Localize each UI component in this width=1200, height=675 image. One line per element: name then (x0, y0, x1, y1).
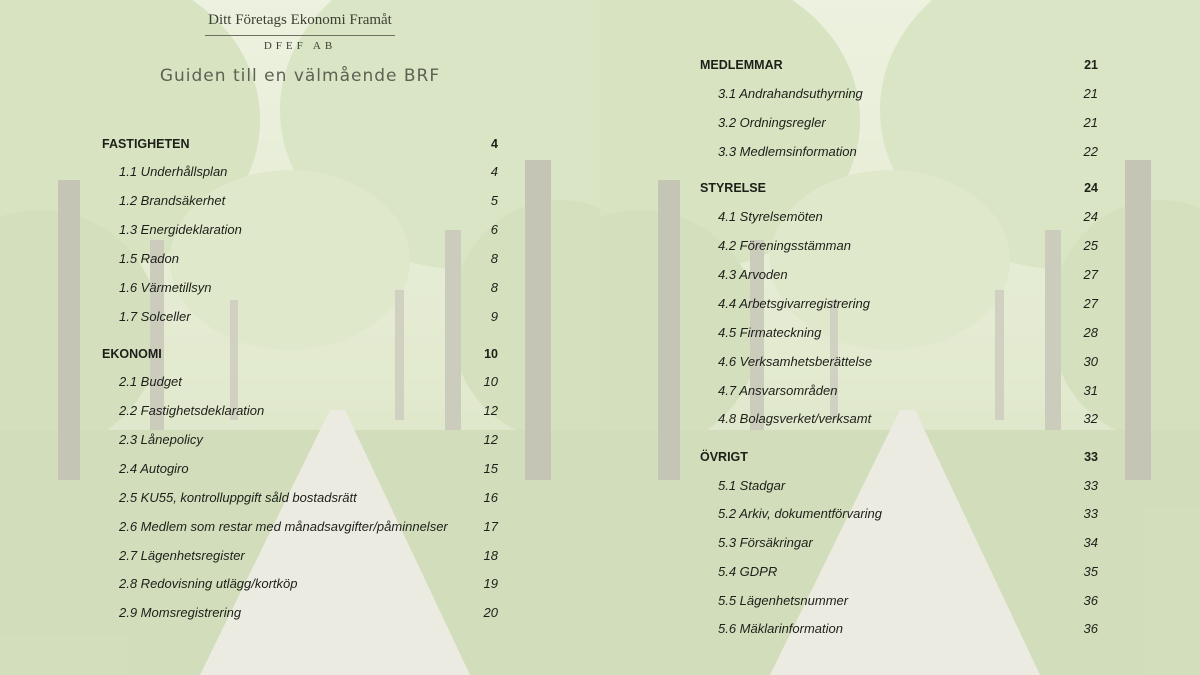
entry-title: 2.9 Momsregistrering (119, 605, 242, 620)
page-number: 5 (490, 193, 498, 208)
toc-entry[interactable] (718, 476, 1098, 496)
section-title: FASTIGHETEN (102, 137, 190, 151)
entry-title: 1.6 Värmetillsyn (119, 280, 212, 295)
toc-entry[interactable] (119, 517, 498, 537)
entry-title: 4.4 Arbetsgivarregistrering (718, 296, 870, 311)
toc-section-heading[interactable] (700, 178, 1098, 198)
entry-title: 4.3 Arvoden (718, 267, 788, 282)
entry-title: 2.8 Redovisning utlägg/kortköp (119, 576, 298, 591)
entry-title: 2.1 Budget (119, 374, 182, 389)
toc-entry[interactable] (718, 504, 1098, 524)
toc-entry[interactable] (119, 603, 498, 623)
toc-entry[interactable] (119, 546, 498, 566)
page-number: 19 (483, 576, 498, 591)
page-number: 33 (1083, 506, 1098, 521)
entry-title: 4.5 Firmateckning (718, 325, 822, 340)
toc-entry[interactable] (718, 562, 1098, 582)
entry-title: 3.1 Andrahandsuthyrning (718, 86, 863, 101)
toc-entry[interactable] (119, 488, 498, 508)
entry-title: 4.2 Föreningsstämman (718, 238, 851, 253)
toc-section-heading[interactable] (102, 134, 498, 154)
entry-title: 2.4 Autogiro (119, 461, 189, 476)
brand-subtitle: DFEF AB (263, 40, 337, 52)
entry-title: 5.1 Stadgar (718, 478, 786, 493)
toc-entry[interactable] (119, 459, 498, 479)
page-number: 8 (490, 280, 498, 295)
page-number: 34 (1083, 535, 1098, 550)
page-number: 10 (484, 347, 498, 361)
page-number: 27 (1083, 296, 1098, 311)
page-number: 36 (1083, 593, 1098, 608)
toc-entry[interactable] (718, 265, 1098, 285)
entry-title: 1.3 Energideklaration (119, 222, 242, 237)
toc-entry[interactable] (718, 533, 1098, 553)
toc-entry[interactable] (119, 220, 498, 240)
entry-title: 4.7 Ansvarsområden (718, 383, 838, 398)
page-number: 12 (483, 432, 498, 447)
toc-entry[interactable] (718, 113, 1098, 133)
brand-name: Ditt Företags Ekonomi Framåt (208, 12, 392, 28)
toc-entry[interactable] (718, 142, 1098, 162)
section-title: STYRELSE (700, 181, 766, 195)
toc-entry[interactable] (718, 619, 1098, 639)
page-number: 30 (1083, 354, 1098, 369)
page-number: 8 (490, 251, 498, 266)
entry-title: 4.1 Styrelsemöten (718, 209, 823, 224)
page-number: 35 (1083, 564, 1098, 579)
entry-title: 2.7 Lägenhetsregister (119, 548, 245, 563)
toc-entry[interactable] (718, 409, 1098, 429)
toc-section-heading[interactable] (700, 55, 1098, 75)
page-number: 31 (1083, 383, 1098, 398)
toc-entry[interactable] (718, 294, 1098, 314)
page-number: 28 (1083, 325, 1098, 340)
section-title: MEDLEMMAR (700, 58, 783, 72)
toc-entry[interactable] (718, 207, 1098, 227)
toc-entry[interactable] (718, 236, 1098, 256)
section-title: ÖVRIGT (700, 450, 748, 464)
page-number: 22 (1083, 144, 1098, 159)
entry-title: 1.5 Radon (119, 251, 179, 266)
page-number: 17 (483, 519, 498, 534)
toc-entry[interactable] (119, 249, 498, 269)
entry-title: 5.3 Försäkringar (718, 535, 813, 550)
page-number: 4 (490, 164, 498, 179)
page-number: 33 (1084, 450, 1098, 464)
entry-title: 2.6 Medlem som restar med månadsavgifter/påminnelser (119, 519, 448, 534)
page-number: 10 (483, 374, 498, 389)
toc-list-right (600, 0, 1200, 675)
entry-title: 5.5 Lägenhetsnummer (718, 593, 849, 608)
entry-title: 1.1 Underhållsplan (119, 164, 228, 179)
page-number: 21 (1083, 115, 1098, 130)
entry-title: 4.8 Bolagsverket/verksamt (718, 411, 872, 426)
toc-entry[interactable] (119, 307, 498, 327)
entry-title: 3.2 Ordningsregler (718, 115, 826, 130)
toc-entry[interactable] (119, 372, 498, 392)
page-number: 36 (1083, 621, 1098, 636)
page-number: 9 (490, 309, 498, 324)
page-number: 24 (1084, 181, 1098, 195)
entry-title: 4.6 Verksamhetsberättelse (718, 354, 873, 369)
entry-title: 2.5 KU55, kontrolluppgift såld bostadsrätt (119, 490, 357, 505)
section-title: EKONOMI (102, 347, 162, 361)
toc-section-heading[interactable] (700, 447, 1098, 467)
page-number: 12 (483, 403, 498, 418)
page-number: 18 (483, 548, 498, 563)
toc-section-heading[interactable] (102, 344, 498, 364)
entry-title: 5.6 Mäklarinformation (718, 621, 843, 636)
page-number: 20 (483, 605, 498, 620)
page-number: 4 (491, 137, 498, 151)
entry-title: 5.2 Arkiv, dokumentförvaring (718, 506, 883, 521)
toc-entry[interactable] (718, 323, 1098, 343)
page-number: 33 (1083, 478, 1098, 493)
toc-entry[interactable] (119, 401, 498, 421)
toc-entry[interactable] (119, 191, 498, 211)
guide-title: Guiden till en välmående BRF (159, 66, 441, 86)
page-number: 27 (1083, 267, 1098, 282)
page-number: 32 (1083, 411, 1098, 426)
page-number: 6 (490, 222, 498, 237)
toc-entry[interactable] (119, 574, 498, 594)
entry-title: 2.3 Lånepolicy (119, 432, 203, 447)
toc-page-right (600, 0, 1200, 675)
page-number: 21 (1084, 58, 1098, 72)
toc-entry[interactable] (718, 591, 1098, 611)
page-number: 24 (1083, 209, 1098, 224)
page-number: 16 (483, 490, 498, 505)
page-number: 21 (1083, 86, 1098, 101)
toc-entry[interactable] (718, 352, 1098, 372)
entry-title: 5.4 GDPR (718, 564, 778, 579)
entry-title: 3.3 Medlemsinformation (718, 144, 857, 159)
toc-entry[interactable] (119, 430, 498, 450)
page-number: 15 (483, 461, 498, 476)
toc-entry[interactable] (718, 381, 1098, 401)
page-number: 25 (1083, 238, 1098, 253)
entry-title: 1.7 Solceller (119, 309, 191, 324)
toc-entry[interactable] (119, 278, 498, 298)
toc-entry[interactable] (119, 162, 498, 182)
entry-title: 2.2 Fastighetsdeklaration (119, 403, 265, 418)
entry-title: 1.2 Brandsäkerhet (119, 193, 226, 208)
toc-entry[interactable] (718, 84, 1098, 104)
